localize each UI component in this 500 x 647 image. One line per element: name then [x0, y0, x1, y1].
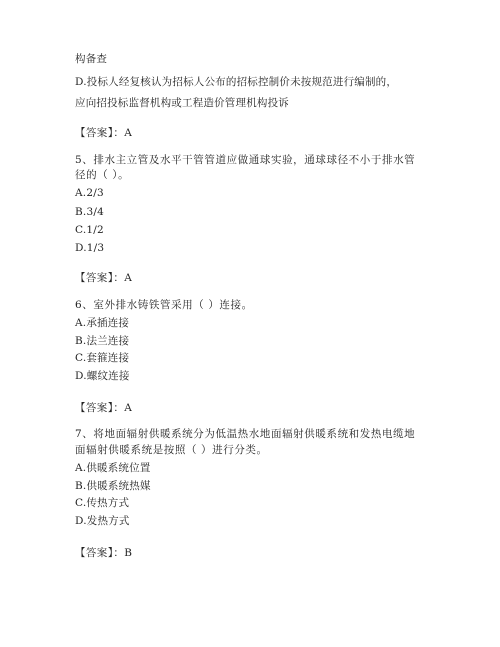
- question-title-continued: 面辐射供暖系统是按照（ ）进行分类。: [75, 444, 268, 456]
- answer-label: 【答案】：A: [75, 127, 133, 139]
- answer-label: 【答案】：A: [75, 272, 133, 284]
- option-d: D.1/3: [75, 242, 105, 254]
- option-b: B.法兰连接: [75, 335, 130, 347]
- option-c: C.1/2: [75, 224, 104, 236]
- option-b: B.供暖系统热媒: [75, 480, 151, 492]
- option-a: A.供暖系统位置: [75, 462, 151, 474]
- option-b: B.3/4: [75, 206, 104, 218]
- option-d-continued: 应向招投标监督机构或工程造价管理机构投诉: [75, 97, 289, 109]
- answer-label: 【答案】：A: [75, 402, 133, 414]
- question-title: 6、室外排水铸铁管采用（ ）连接。: [75, 299, 253, 311]
- continuation-text: 构备查: [75, 53, 108, 65]
- option-c: C.传热方式: [75, 497, 130, 509]
- question-title: 7、将地面辐射供暖系统分为低温热水地面辐射供暖系统和发热电缆地: [75, 428, 416, 440]
- question-title: 5、排水主立管及水平干管管道应做通球实验，通球球径不小于排水管: [75, 154, 416, 166]
- option-c: C.套箍连接: [75, 352, 130, 364]
- question-title-continued: 径的（ ）。: [75, 169, 130, 181]
- option-d: D.发热方式: [75, 515, 130, 527]
- option-a: A.承插连接: [75, 317, 130, 329]
- option-a: A.2/3: [75, 187, 104, 199]
- option-d: D.螺纹连接: [75, 370, 130, 382]
- answer-label: 【答案】：B: [75, 547, 133, 559]
- option-d: D.投标人经复核认为招标人公布的招标控制价未按规范进行编制的，: [75, 76, 398, 88]
